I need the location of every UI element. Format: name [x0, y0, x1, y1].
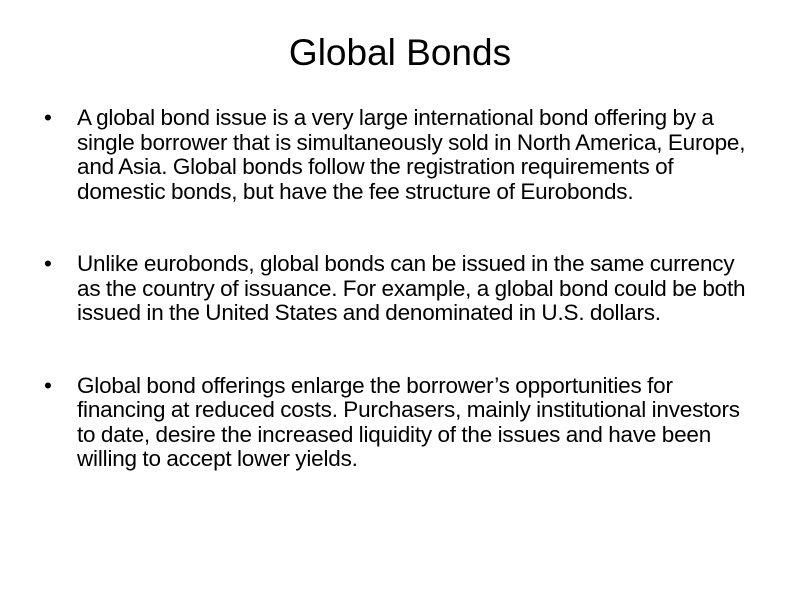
bullet-item-registration	[44, 106, 756, 204]
bullet-marker: •	[44, 372, 52, 398]
bullet-item-currency	[44, 252, 756, 326]
bullet-marker: •	[44, 105, 52, 130]
slide-title: Global Bonds	[288, 32, 512, 73]
bullet-marker: •	[44, 251, 52, 276]
bullet-item-financing	[44, 374, 756, 472]
bullet-list	[44, 106, 756, 472]
bullet-text: Global bond offerings enlarge the borrower’s opportunities for financing at reduced costs. Purchasers, mainly institutional investors to date, desire the increased liquidity of the issues and have been willing to accept lower yields.	[77, 372, 740, 471]
bullet-text: A global bond issue is a very large international bond offering by a single borrower that is simultaneously sold in North America, Europe, and Asia. Global bonds follow the registration requirements of domestic bonds, but have the fee structure of Eurobonds.	[77, 105, 746, 204]
bullet-text: Unlike eurobonds, global bonds can be issued in the same currency as the country of issuance. For example, a global bond could be both issued in the United States and denominated in U.S. dollars.	[77, 251, 746, 325]
